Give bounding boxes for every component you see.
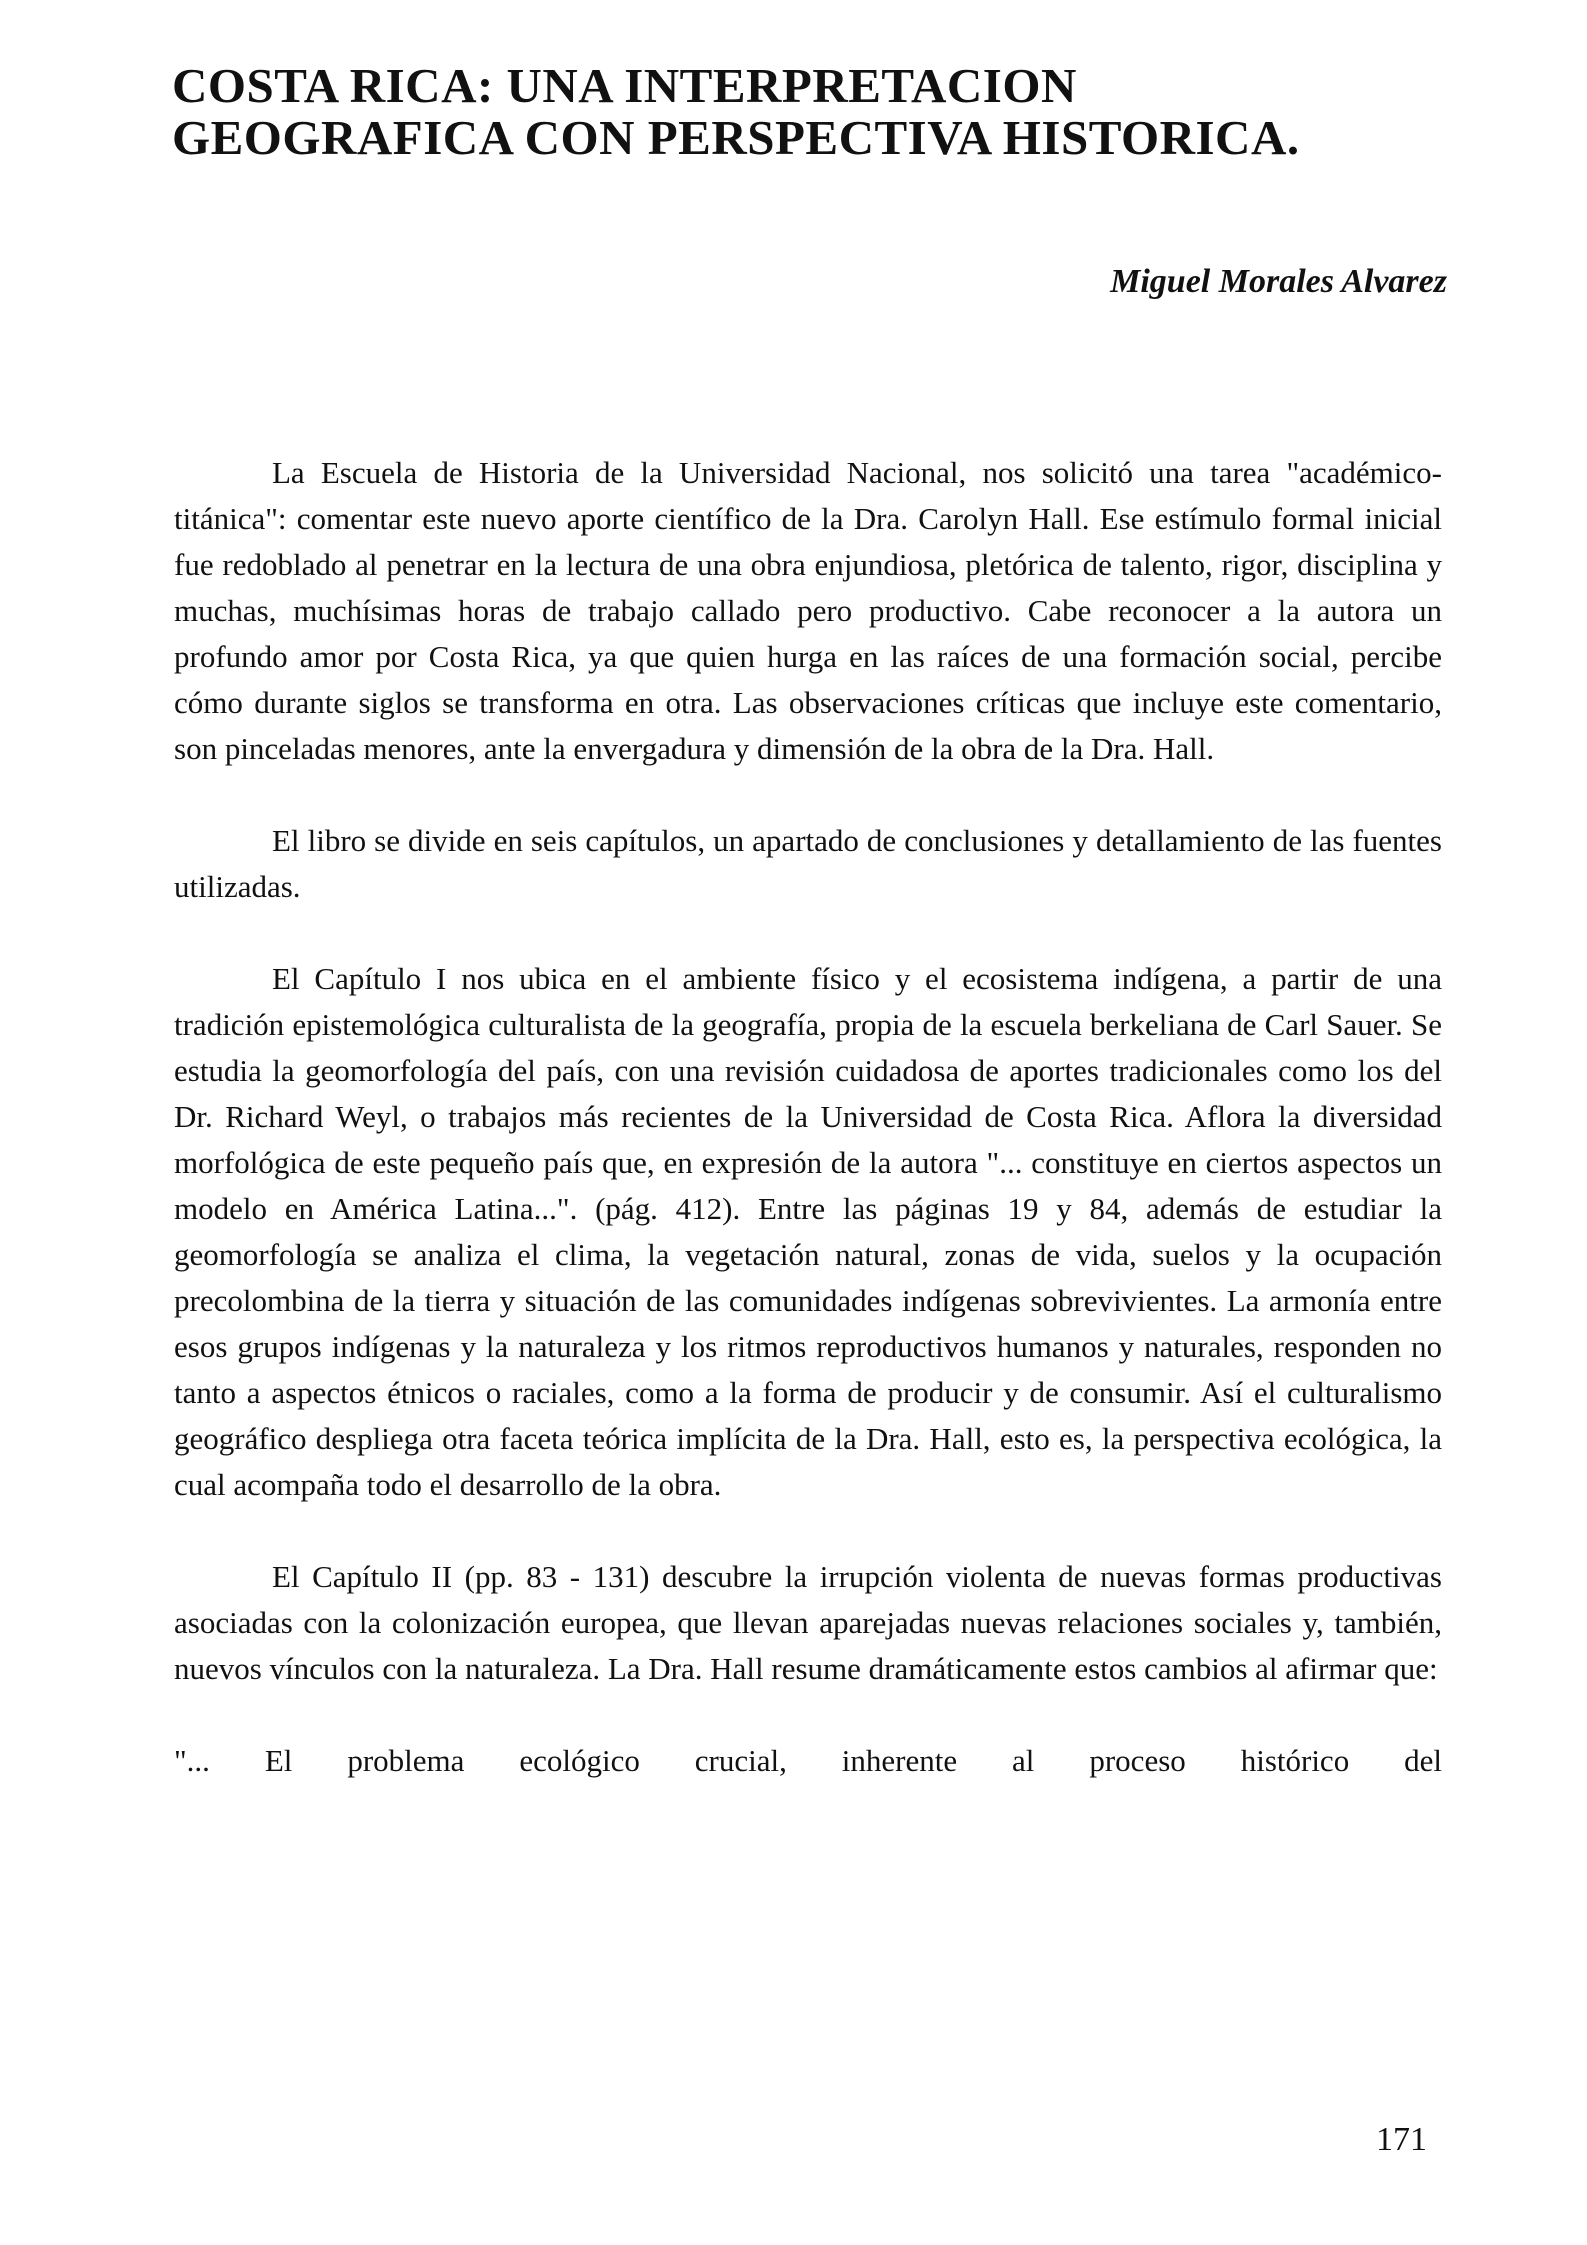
body-paragraph-1: La Escuela de Historia de la Universidad Nacional, nos solicitó una tarea "académico-titánica": comentar este nuevo aporte científico de la Dra. Carolyn Hall. Ese estímulo formal inicial fue redoblado al penetrar en la lectura de una obra enjundiosa, pletórica de talento, rigor, disciplina y muchas, muchísimas horas de trabajo callado pero productivo. Cabe reconocer a la autora un profundo amor por Costa Rica, ya que quien hurga en las raíces de una formación social, percibe cómo durante siglos se transforma en otra. Las observaciones críticas que incluye este comentario, son pinceladas menores, ante la envergadura y dimensión de la obra de la Dra. Hall.: [174, 455, 1442, 766]
article-title: [172, 60, 1472, 164]
quote-start: "... El problema ecológico crucial, inherente al proceso histórico del: [174, 1743, 1442, 1778]
article-title-line-1: COSTA RICA: UNA INTERPRETACION: [172, 58, 1077, 113]
article-title-line-2: GEOGRAFICA CON PERSPECTIVA HISTORICA.: [172, 110, 1300, 165]
body-paragraph-4: El Capítulo II (pp. 83 - 131) descubre la irrupción violenta de nuevas formas productivas asociadas con la colonización europea, que llevan aparejadas nuevas relaciones sociales y, también, nuevos vínculos con la naturaleza. La Dra. Hall resume dramáticamente estos cambios al afirmar que:: [174, 1559, 1442, 1686]
author-name: Miguel Morales Alvarez: [1110, 263, 1447, 300]
body-paragraph-2: El libro se divide en seis capítulos, un apartado de conclusiones y detallamiento de las fuentes utilizadas.: [174, 823, 1442, 904]
article-body: [174, 450, 1442, 1784]
page-number: 171: [1376, 2121, 1427, 2158]
body-paragraph-3: El Capítulo I nos ubica en el ambiente físico y el ecosistema indígena, a partir de una tradición epistemológica culturalista de la geografía, propia de la escuela berkeliana de Carl Sauer. Se estudia la geomorfología del país, con una revisión cuidadosa de aportes tradicionales como los del Dr. Richard Weyl, o trabajos más recientes de la Universidad de Costa Rica. Aflora la diversidad morfológica de este pequeño país que, en expresión de la autora "... constituye en ciertos aspectos un modelo en América Latina...". (pág. 412). Entre las páginas 19 y 84, además de estudiar la geomorfología se analiza el clima, la vegetación natural, zonas de vida, suelos y la ocupación precolombina de la tierra y situación de las comunidades indígenas sobrevivientes. La armonía entre esos grupos indígenas y la naturaleza y los ritmos reproductivos humanos y naturales, responden no tanto a aspectos étnicos o raciales, como a la forma de producir y de consumir. Así el culturalismo geográfico despliega otra faceta teórica implícita de la Dra. Hall, esto es, la perspectiva ecológica, la cual acompaña todo el desarrollo de la obra.: [174, 961, 1442, 1502]
